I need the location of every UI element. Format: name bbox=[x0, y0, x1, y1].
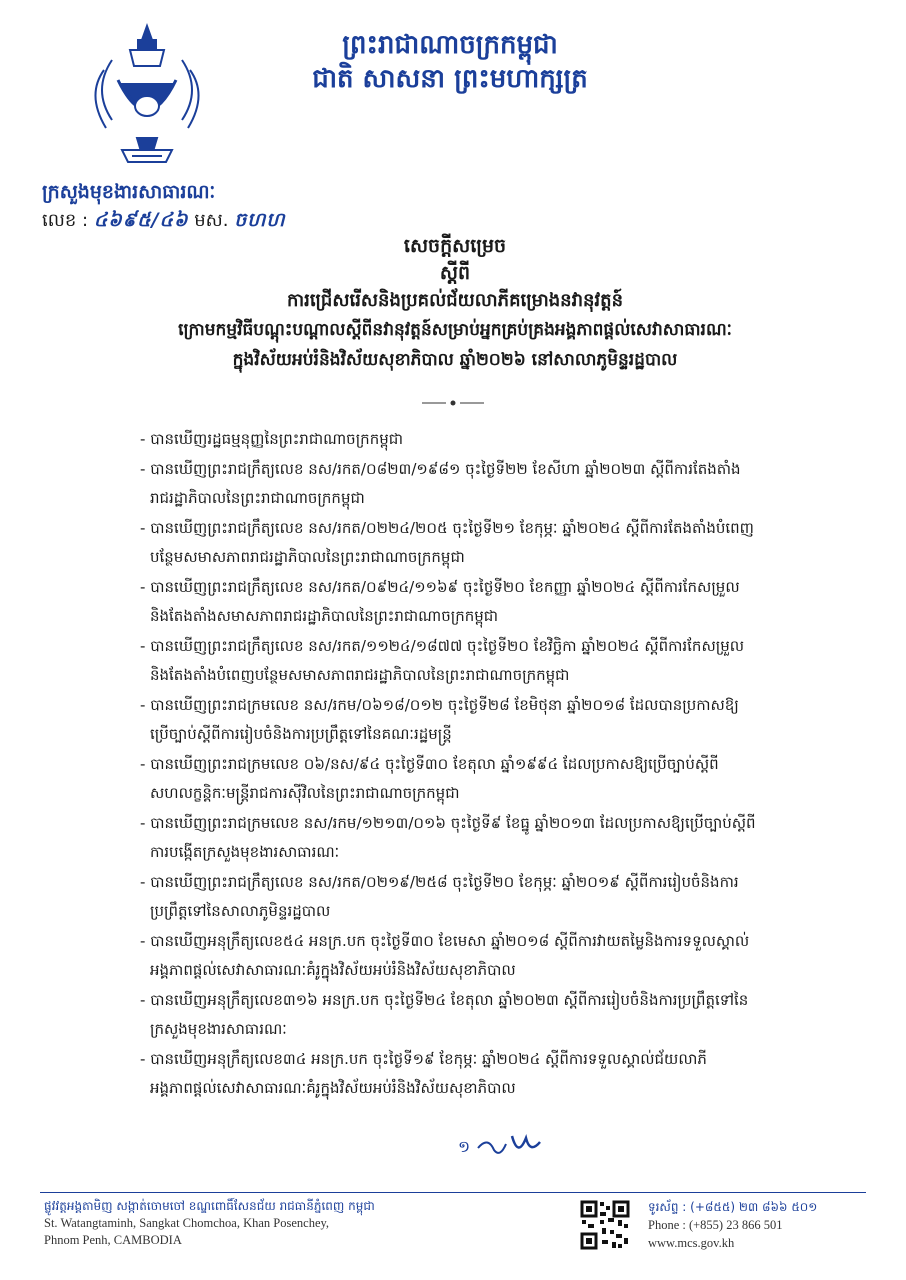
decision-subject-line-1: ការជ្រើសរើសនិងប្រគល់ជ័យលាភីគម្រោងនវានុវត្តន៍ bbox=[286, 290, 623, 311]
footer-address bbox=[44, 1198, 375, 1249]
reference-number: ៤៦៩៥/៤៦ bbox=[93, 209, 189, 231]
reference-suffix: មស. bbox=[194, 210, 229, 231]
reference-note: ចហហ bbox=[234, 209, 286, 231]
national-motto: ជាតិ សាសនា ព្រះមហាក្សត្រ bbox=[312, 64, 588, 94]
phone-english: Phone : (+855) 23 866 501 bbox=[648, 1218, 783, 1232]
address-english-line-1: St. Watangtaminh, Sangkat Chomchoa, Khan Posenchey, bbox=[44, 1216, 330, 1230]
decision-title: សេចក្តីសម្រេច bbox=[403, 235, 507, 257]
qr-code-icon bbox=[580, 1200, 630, 1250]
ministry-name: ក្រសួងមុខងារសាធារណៈ bbox=[42, 181, 216, 203]
address-khmer: ផ្លូវវត្តអង្គតាមិញ សង្កាត់ចោមចៅ ខណ្ឌពោធិ៍សែនជ័យ រាជធានីភ្នំពេញ កម្ពុជា bbox=[44, 1199, 375, 1213]
kingdom-name: ព្រះរាជាណាចក្រកម្ពុជា bbox=[342, 30, 558, 60]
website-link[interactable]: www.mcs.gov.kh bbox=[648, 1236, 735, 1250]
royal-emblem-icon bbox=[82, 20, 212, 170]
footer-divider bbox=[40, 1192, 866, 1193]
list-item: - បានឃើញអនុក្រឹត្យលេខ៣៤ អនក្រ.បក ចុះថ្ងៃទី១៩ ខែកុម្ភៈ ឆ្នាំ២០២៤ ស្តីពីការទទួលស្គាល់ជ័យលាភី អង្គភាពផ្តល់សេវាសាធារណៈគំរូក្នុងវិស័យអប់រំនិងវិស័យសុខាភិបាល bbox=[140, 1045, 860, 1104]
page-number: ១ bbox=[458, 1137, 471, 1156]
decision-subject-line-3: ក្នុងវិស័យអប់រំនិងវិស័យសុខាភិបាល ឆ្នាំ២០២៦ នៅសាលាភូមិន្ទរដ្ឋបាល bbox=[232, 350, 678, 370]
kingdom-heading bbox=[300, 28, 600, 96]
footer-contact bbox=[648, 1198, 817, 1252]
list-item: - បានឃើញព្រះរាជក្រមលេខ នស/រកម/១២១៣/០១៦ ចុះថ្ងៃទី៩ ខែធ្នូ ឆ្នាំ២០១៣ ដែលប្រកាសឱ្យប្រើច្បាប់ស្តីពី ការបង្កើតក្រសួងមុខងារសាធារណៈ bbox=[140, 809, 860, 868]
list-item: - បានឃើញព្រះរាជក្រឹត្យលេខ នស/រកត/០៩២៤/១១៦៩ ចុះថ្ងៃទី២០ ខែកញ្ញា ឆ្នាំ២០២៤ ស្តីពីការកែសម្រួល និងតែងតាំងសមាសភាពរាជរដ្ឋាភិបាលនៃព្រះរាជាណាចក្រកម្ពុជា bbox=[140, 573, 860, 632]
decision-titles bbox=[40, 232, 870, 375]
address-english-line-2: Phnom Penh, CAMBODIA bbox=[44, 1233, 182, 1247]
page-mark-with-initials bbox=[456, 1128, 566, 1162]
list-item: - បានឃើញព្រះរាជក្រឹត្យលេខ នស/រកត/១១២៤/១៨៧៧ ចុះថ្ងៃទី២០ ខែវិច្ឆិកា ឆ្នាំ២០២៤ ស្តីពីការកែសម្រួល និងតែងតាំងបំពេញបន្ថែមសមាសភាពរាជរដ្ឋាភិបាលនៃព្រះរាជាណាចក្រកម្ពុជា bbox=[140, 632, 860, 691]
list-item: - បានឃើញព្រះរាជក្រឹត្យលេខ នស/រកត/០២១៩/២៥៨ ចុះថ្ងៃទី២០ ខែកុម្ភៈ ឆ្នាំ២០១៩ ស្តីពីការរៀបចំនិងការ ប្រព្រឹត្តទៅនៃសាលាភូមិន្ទរដ្ឋបាល bbox=[140, 868, 860, 927]
decision-on: ស្តីពី bbox=[439, 262, 471, 284]
list-item: - បានឃើញព្រះរាជក្រឹត្យលេខ នស/រកត/០២២៤/២០៥ ចុះថ្ងៃទី២១ ខែកុម្ភៈ ឆ្នាំ២០២៤ ស្តីពីការតែងតាំងបំពេញ បន្ថែមសមាសភាពរាជរដ្ឋាភិបាលនៃព្រះរាជាណាចក្រកម្ពុជា bbox=[140, 514, 860, 573]
list-item: - បានឃើញរដ្ឋធម្មនុញ្ញនៃព្រះរាជាណាចក្រកម្ពុជា bbox=[140, 425, 860, 455]
list-item: - បានឃើញអនុក្រឹត្យលេខ៣១៦ អនក្រ.បក ចុះថ្ងៃទី២៤ ខែតុលា ឆ្នាំ២០២៣ ស្តីពីការរៀបចំនិងការប្រព្រឹត្តទៅនៃ ក្រសួងមុខងារសាធារណៈ bbox=[140, 986, 860, 1045]
phone-khmer: ទូរស័ព្ទ : (+៨៥៥) ២៣ ៨៦៦ ៥០១ bbox=[648, 1200, 818, 1214]
list-item: - បានឃើញព្រះរាជក្រមលេខ ០៦/នស/៩៤ ចុះថ្ងៃទី៣០ ខែតុលា ឆ្នាំ១៩៩៤ ដែលប្រកាសឱ្យប្រើច្បាប់ស្តីពី សហលក្ខន្តិកៈមន្ត្រីរាជការស៊ីវិលនៃព្រះរាជាណាចក្រកម្ពុជា bbox=[140, 750, 860, 809]
divider-ornament-icon bbox=[420, 398, 486, 408]
decision-subject-line-2: ក្រោមកម្មវិធីបណ្តុះបណ្តាលស្តីពីនវានុវត្តន៍សម្រាប់អ្នកគ្រប់គ្រងអង្គភាពផ្តល់សេវាសាធារណៈ bbox=[178, 320, 732, 340]
preamble-clauses bbox=[140, 425, 860, 1104]
reference-label: លេខ : bbox=[42, 210, 89, 231]
list-item: - បានឃើញអនុក្រឹត្យលេខ៥៤ អនក្រ.បក ចុះថ្ងៃទី៣០ ខែមេសា ឆ្នាំ២០១៨ ស្តីពីការវាយតម្លៃនិងការទទួលស្គាល់ អង្គភាពផ្តល់សេវាសាធារណៈគំរូក្នុងវិស័យអប់រំនិងវិស័យសុខាភិបាល bbox=[140, 927, 860, 986]
list-item: - បានឃើញព្រះរាជក្រមលេខ នស/រកម/០៦១៨/០១២ ចុះថ្ងៃទី២៨ ខែមិថុនា ឆ្នាំ២០១៨ ដែលបានប្រកាសឱ្យ ប្រើច្បាប់ស្តីពីការរៀបចំនិងការប្រព្រឹត្តទៅនៃគណៈរដ្ឋមន្ត្រី bbox=[140, 691, 860, 750]
list-item: - បានឃើញព្រះរាជក្រឹត្យលេខ នស/រកត/០៨២៣/១៩៨១ ចុះថ្ងៃទី២២ ខែសីហា ឆ្នាំ២០២៣ ស្តីពីការតែងតាំង រាជរដ្ឋាភិបាលនៃព្រះរាជាណាចក្រកម្ពុជា bbox=[140, 455, 860, 514]
